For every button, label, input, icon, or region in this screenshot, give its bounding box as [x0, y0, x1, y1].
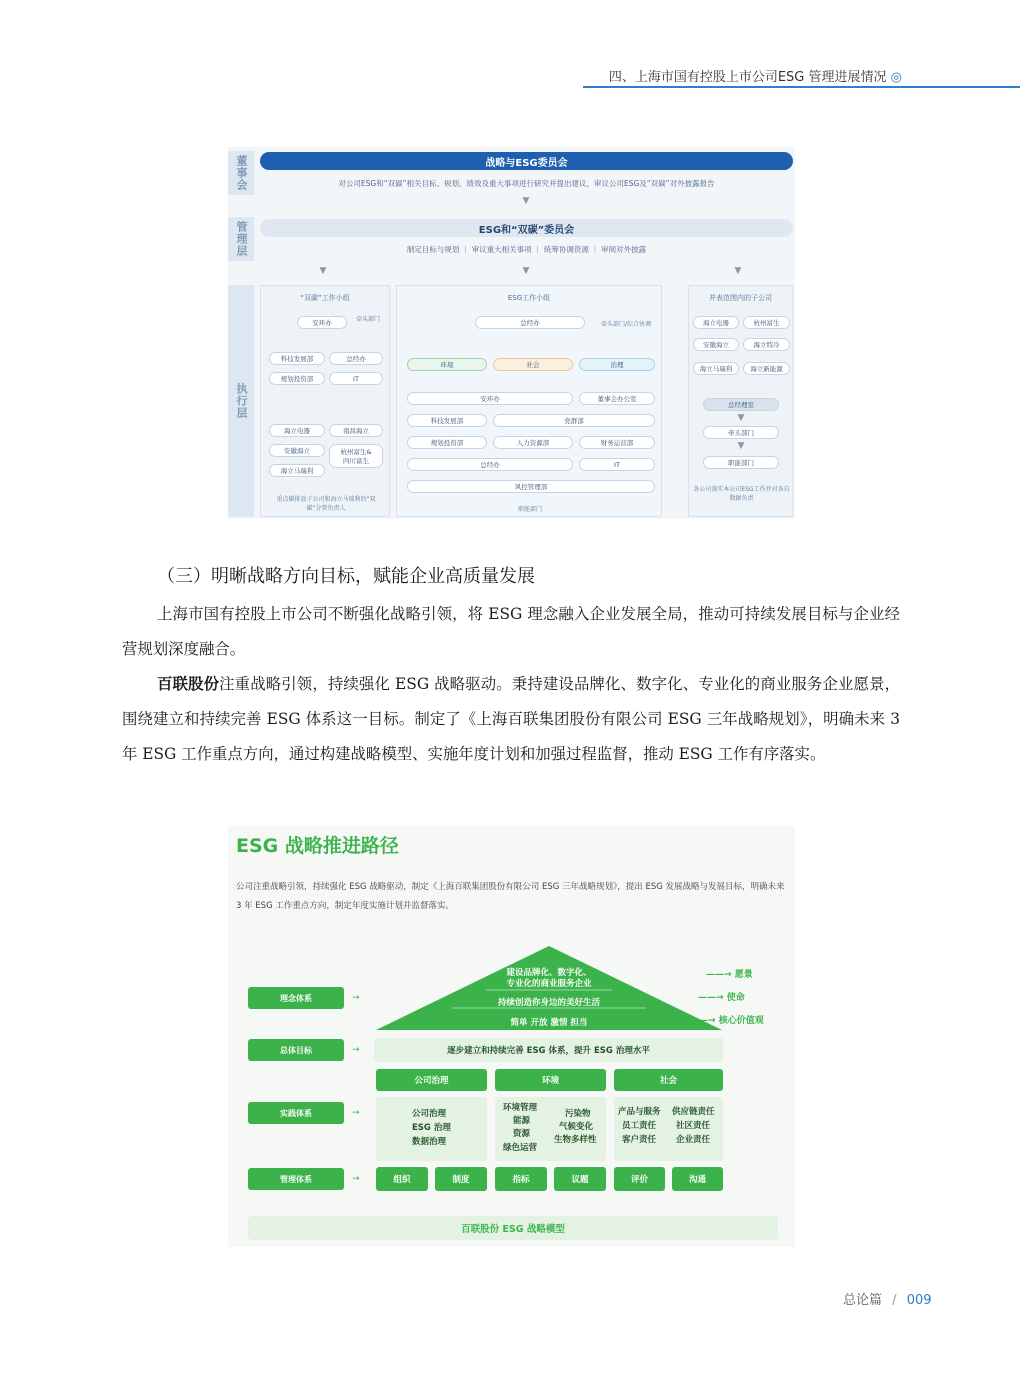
dept-box: 董事会办公室: [579, 392, 655, 405]
dept-box: 总经办: [329, 352, 383, 365]
topic: 产品与服务: [618, 1107, 661, 1117]
paragraph: [122, 667, 900, 772]
chain-box: 总经理室: [703, 398, 779, 411]
down-arrow-icon: ▼: [319, 266, 327, 276]
topic: 环境管理: [503, 1103, 538, 1113]
dept-box: 科技发展部: [269, 352, 325, 365]
pillar-social: 社会: [614, 1069, 723, 1091]
dept-box: 财务运营部: [579, 436, 655, 449]
panel-title: ESG工作小组: [507, 294, 551, 302]
pyramid-pointer: ——→ 核心价值观: [690, 1016, 764, 1026]
dept-box: 党群部: [493, 414, 655, 427]
management-item: 组织: [376, 1167, 428, 1191]
esg-strategy-model-figure: [228, 826, 795, 1247]
management-item: 沟通: [672, 1167, 723, 1191]
dept-box: 规划投资部: [407, 436, 487, 449]
topic: 公司治理: [412, 1109, 447, 1119]
chain-box: 牵头部门: [703, 426, 779, 439]
topic: 资源: [513, 1129, 531, 1139]
lead-tag: 牵头部门/综合协调: [600, 321, 652, 328]
category-social: 社会: [493, 358, 573, 371]
topic: 企业责任: [676, 1135, 711, 1145]
row-label: 实践体系: [248, 1102, 344, 1124]
band-execution: 执行层: [228, 285, 254, 517]
folio-separator: /: [892, 1293, 897, 1308]
topic: 生物多样性: [554, 1135, 597, 1145]
management-item: 评价: [614, 1167, 665, 1191]
pillar-governance: 公司治理: [376, 1069, 487, 1091]
ring-icon: ◎: [890, 70, 902, 85]
board-committee-title: 战略与ESG委员会: [260, 152, 793, 170]
row-label: 总体目标: [248, 1039, 344, 1061]
panel-note: 重点碳排放子公司和海立马瑞利的“双碳”分管负责人: [276, 496, 376, 512]
arrow-icon: →: [352, 1108, 360, 1118]
pyramid-label: 愿景: [734, 970, 753, 980]
lead-tag: 牵头部门: [355, 316, 380, 323]
running-header: [583, 66, 1020, 88]
vision-text: 建设品牌化、数字化、: [506, 968, 592, 978]
management-committee-title: ESG和“双碳”委员会: [260, 219, 793, 237]
row-label: 理念体系: [248, 987, 344, 1009]
arrow-icon: →: [352, 1045, 360, 1055]
pyramid-text: [374, 966, 724, 1046]
topic: 员工责任: [622, 1121, 657, 1131]
chain-box: 职能部门: [703, 456, 779, 469]
subsidiary-box: 安徽海立: [269, 444, 325, 457]
down-arrow-icon: ▼: [522, 266, 530, 276]
pyramid-label: 使命: [726, 993, 745, 1003]
topic: 气候变化: [559, 1122, 594, 1132]
header-rule: [583, 86, 1020, 88]
dept-box: IT: [579, 458, 655, 471]
running-header-title: 四、上海市国有控股上市公司ESG 管理进展情况: [608, 70, 887, 85]
figure-title: ESG 战略推进路径: [236, 835, 399, 857]
subsidiary-box: 海立电器: [269, 424, 325, 437]
management-committee-desc: 制定目标与规划 ｜ 审议重大相关事项 ｜ 统筹协调资源 ｜ 审阅对外披露: [406, 245, 647, 254]
dept-box: 人力资源部: [493, 436, 573, 449]
down-arrow-icon: ▼: [737, 413, 745, 423]
mission-text: 持续创造你身边的美好生活: [497, 998, 600, 1008]
figure-description: 公司注重战略引领，持续强化 ESG 战略驱动，制定《上海百联集团股份有限公司 ESG 三年战略规划》，提出 ESG 发展战略与发展目标，明确未来 3 年 ESG 工作重点方向，制定年度实施计划并监督落实。: [236, 882, 785, 911]
topic: 客户责任: [622, 1135, 657, 1145]
lead-dept: 安环办: [297, 316, 347, 329]
dept-box: 规划投资部: [269, 372, 325, 385]
subsidiary-box: 安徽海立: [693, 338, 739, 351]
vision-text: 专业化的商业服务企业: [506, 979, 592, 989]
topic: 社区责任: [676, 1121, 711, 1131]
subsidiary-box: 海立新能源: [743, 362, 790, 375]
esg-working-group-panel: [396, 285, 662, 517]
category-environment: 环境: [407, 358, 487, 371]
overall-goal: 逐步建立和持续完善 ESG 体系，提升 ESG 治理水平: [374, 1038, 723, 1062]
company-name: 百联股份: [157, 675, 220, 693]
subsidiary-box: 海立特冷: [743, 338, 790, 351]
topic: 供应链责任: [672, 1107, 715, 1117]
folio-label: 总论篇: [843, 1293, 883, 1308]
management-item: 议题: [554, 1167, 606, 1191]
category-governance: 治理: [579, 358, 655, 371]
pyramid-pointer: ——→ 使命: [698, 993, 745, 1003]
management-item: 制度: [435, 1167, 487, 1191]
arrow-icon: →: [352, 993, 360, 1003]
management-item: 指标: [495, 1167, 547, 1191]
governance-structure-figure: [228, 147, 795, 519]
down-arrow-icon: ▼: [734, 266, 742, 276]
arrow-icon: →: [352, 1174, 360, 1184]
subsidiary-name: 杭州富生&: [340, 448, 372, 456]
subsidiary-box: 杭州富生: [743, 316, 790, 329]
dept-box: 科技发展部: [407, 414, 487, 427]
social-topics: [614, 1097, 723, 1161]
board-committee-desc: 对公司ESG和“双碳”相关目标、规划、绩效及重大事项进行研究并提出建议，审议公司ESG及“双碳”对外披露报告: [338, 179, 715, 188]
subsidiary-box: 南昌海立: [329, 424, 383, 437]
section-heading: （三）明晰战略方向目标，赋能企业高质量发展: [157, 566, 535, 587]
pyramid-pointer: ——→ 愿景: [706, 970, 753, 980]
panel-note: 各公司落实本公司ESG工作并对各自数据负责: [693, 486, 790, 502]
values-text: 简单 开放 激情 担当: [510, 1018, 588, 1028]
dept-box: IT: [329, 372, 383, 385]
paragraph-text: 注重战略引领，持续强化 ESG 战略驱动。秉持建设品牌化、数字化、专业化的商业服务企业愿景，围绕建立和持续完善 ESG 体系这一目标。制定了《上海百联集团股份有限公司 ESG 三年战略规划》，明确未来 3 年 ESG 工作重点方向，通过构建战略模型、实施年度计划和加强过程监督，推动 ESG 工作有序落实。: [122, 675, 900, 763]
down-arrow-icon: ▼: [737, 441, 745, 451]
topic: 数据治理: [412, 1137, 447, 1147]
carbon-working-group-panel: [260, 285, 390, 517]
dept-box: 安环办: [407, 392, 573, 405]
dept-box: 总经办: [407, 458, 573, 471]
subsidiary-box: 海立电器: [693, 316, 739, 329]
page-number: 009: [906, 1293, 932, 1308]
subsidiary-box: 海立马瑞利: [693, 362, 739, 375]
panel-title: 并表范围内的子公司: [709, 294, 772, 302]
subsidiary-name: 四川富生: [343, 457, 369, 465]
row-label: 管理体系: [248, 1168, 344, 1190]
down-arrow-icon: ▼: [522, 196, 530, 206]
governance-topics: [376, 1097, 487, 1161]
topic: ESG 治理: [412, 1123, 451, 1133]
dept-box: 风控管理部: [407, 480, 655, 493]
band-board: 董事会: [228, 151, 254, 195]
topic: 绿色运营: [503, 1143, 538, 1153]
topic: 能源: [513, 1116, 531, 1126]
pyramid-label: 核心价值观: [718, 1016, 764, 1026]
topic: 污染物: [565, 1109, 591, 1119]
pillar-environment: 环境: [495, 1069, 606, 1091]
subsidiary-box: 海立马瑞利: [269, 464, 325, 477]
band-management: 管理层: [228, 217, 254, 261]
page-folio: [843, 1289, 932, 1308]
paragraph: 上海市国有控股上市公司不断强化战略引领，将 ESG 理念融入企业发展全局，推动可持续发展目标与企业经营规划深度融合。: [122, 605, 900, 658]
figure-caption: 百联股份 ESG 战略模型: [248, 1216, 778, 1240]
lead-dept: 总经办: [475, 316, 585, 329]
environment-topics: [495, 1097, 606, 1161]
subsidiary-box: [329, 444, 383, 468]
panel-title: “双碳”工作小组: [300, 294, 350, 302]
subsidiaries-panel: [688, 285, 793, 517]
panel-note: 职能部门: [517, 506, 542, 513]
